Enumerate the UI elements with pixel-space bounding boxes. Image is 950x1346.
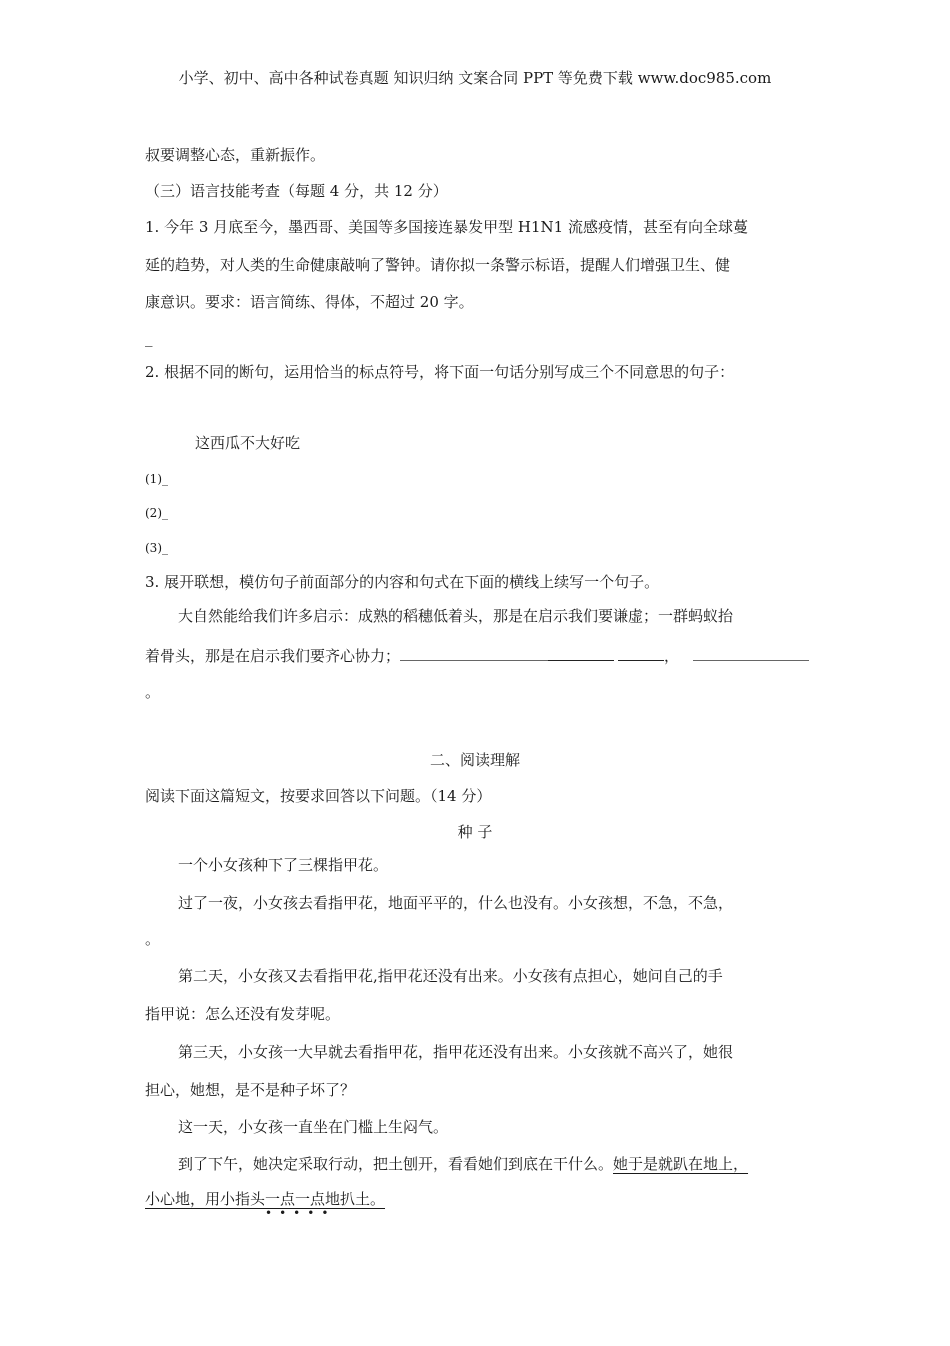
question-1-line-3: 康意识。要求：语言简练、得体，不超过 20 字。 <box>145 293 474 311</box>
answer-blank-3d <box>693 646 809 661</box>
passage-paragraph-1: 一个小女孩种下了三棵指甲花。 <box>178 856 389 874</box>
answer-blank-3c <box>618 646 664 661</box>
page-header: 小学、初中、高中各种试卷真题 知识归纳 文案合同 PPT 等免费下载 www.doc985.com <box>178 69 772 87</box>
passage-paragraph-4-end: 担心，她想，是不是种子坏了？ <box>145 1081 356 1099</box>
question-3-text-2 <box>145 646 809 666</box>
passage-paragraph-4: 第三天，小女孩一大早就去看指甲花，指甲花还没有出来。小女孩就不高兴了，她很 <box>178 1043 734 1061</box>
example-sentence: 这西瓜不大好吃 <box>195 434 301 452</box>
answer-blank-3b <box>548 646 614 661</box>
passage-paragraph-3: 第二天，小女孩又去看指甲花,指甲花还没有出来。小女孩有点担心，她问自己的手 <box>178 967 723 985</box>
passage-paragraph-3-end: 指甲说：怎么还没有发芽呢。 <box>145 1005 341 1023</box>
passage-paragraph-2-end: 。 <box>145 930 161 948</box>
underlined-sentence: 她于是就趴在地上， <box>613 1155 749 1173</box>
answer-2-1: (1)_ <box>145 472 168 486</box>
question-1-line-2: 延的趋势，对人类的生命健康敲响了警钟。请你拟一条警示标语，提醒人们增强卫生、健 <box>145 256 731 274</box>
question-3-text-1: 大自然能给我们许多启示：成熟的稻穗低着头，那是在启示我们要谦虚；一群蚂蚁抬 <box>178 607 734 625</box>
passage-paragraph-6-text: 到了下午，她决定采取行动，把土刨开，看看她们到底在干什么。 <box>178 1155 614 1173</box>
passage-title: 种 子 <box>457 823 493 841</box>
reading-instructions: 阅读下面这篇短文，按要求回答以下问题。（14 分） <box>145 787 492 805</box>
question-3-text-2-lead: 着骨头，那是在启示我们要齐心协力； <box>145 647 401 665</box>
comma: ， <box>664 647 680 665</box>
passage-paragraph-6 <box>178 1154 748 1174</box>
question-2: 2. 根据不同的断句，运用恰当的标点符号，将下面一句话分别写成三个不同意思的句子： <box>145 363 735 381</box>
section-heading-3: （三）语言技能考查（每题 4 分，共 12 分） <box>145 182 448 200</box>
underlined-sentence-end: 小心地，用小指头一点一点地扒土。 <box>145 1190 386 1208</box>
passage-paragraph-5: 这一天，小女孩一直坐在门槛上生闷气。 <box>178 1118 449 1136</box>
answer-blank-3a <box>400 646 548 661</box>
answer-blank-1: _ <box>145 329 153 347</box>
answer-2-3: (3)_ <box>145 541 168 555</box>
text-line: 叔要调整心态，重新振作。 <box>145 146 326 164</box>
question-1-line-1: 1. 今年 3 月底至今，墨西哥、美国等多国接连暴发甲型 H1N1 流感疫情，甚至有向全球蔓 <box>145 218 748 236</box>
question-3: 3. 展开联想，模仿句子前面部分的内容和句式在下面的横线上续写一个句子。 <box>145 573 660 591</box>
period-mark: 。 <box>145 683 161 701</box>
emphasis-dots: ••••• <box>265 1206 336 1220</box>
answer-2-2: (2)_ <box>145 506 168 520</box>
passage-paragraph-2: 过了一夜，小女孩去看指甲花，地面平平的，什么也没有。小女孩想，不急，不急， <box>178 894 734 912</box>
section-heading-reading: 二、阅读理解 <box>429 751 520 769</box>
